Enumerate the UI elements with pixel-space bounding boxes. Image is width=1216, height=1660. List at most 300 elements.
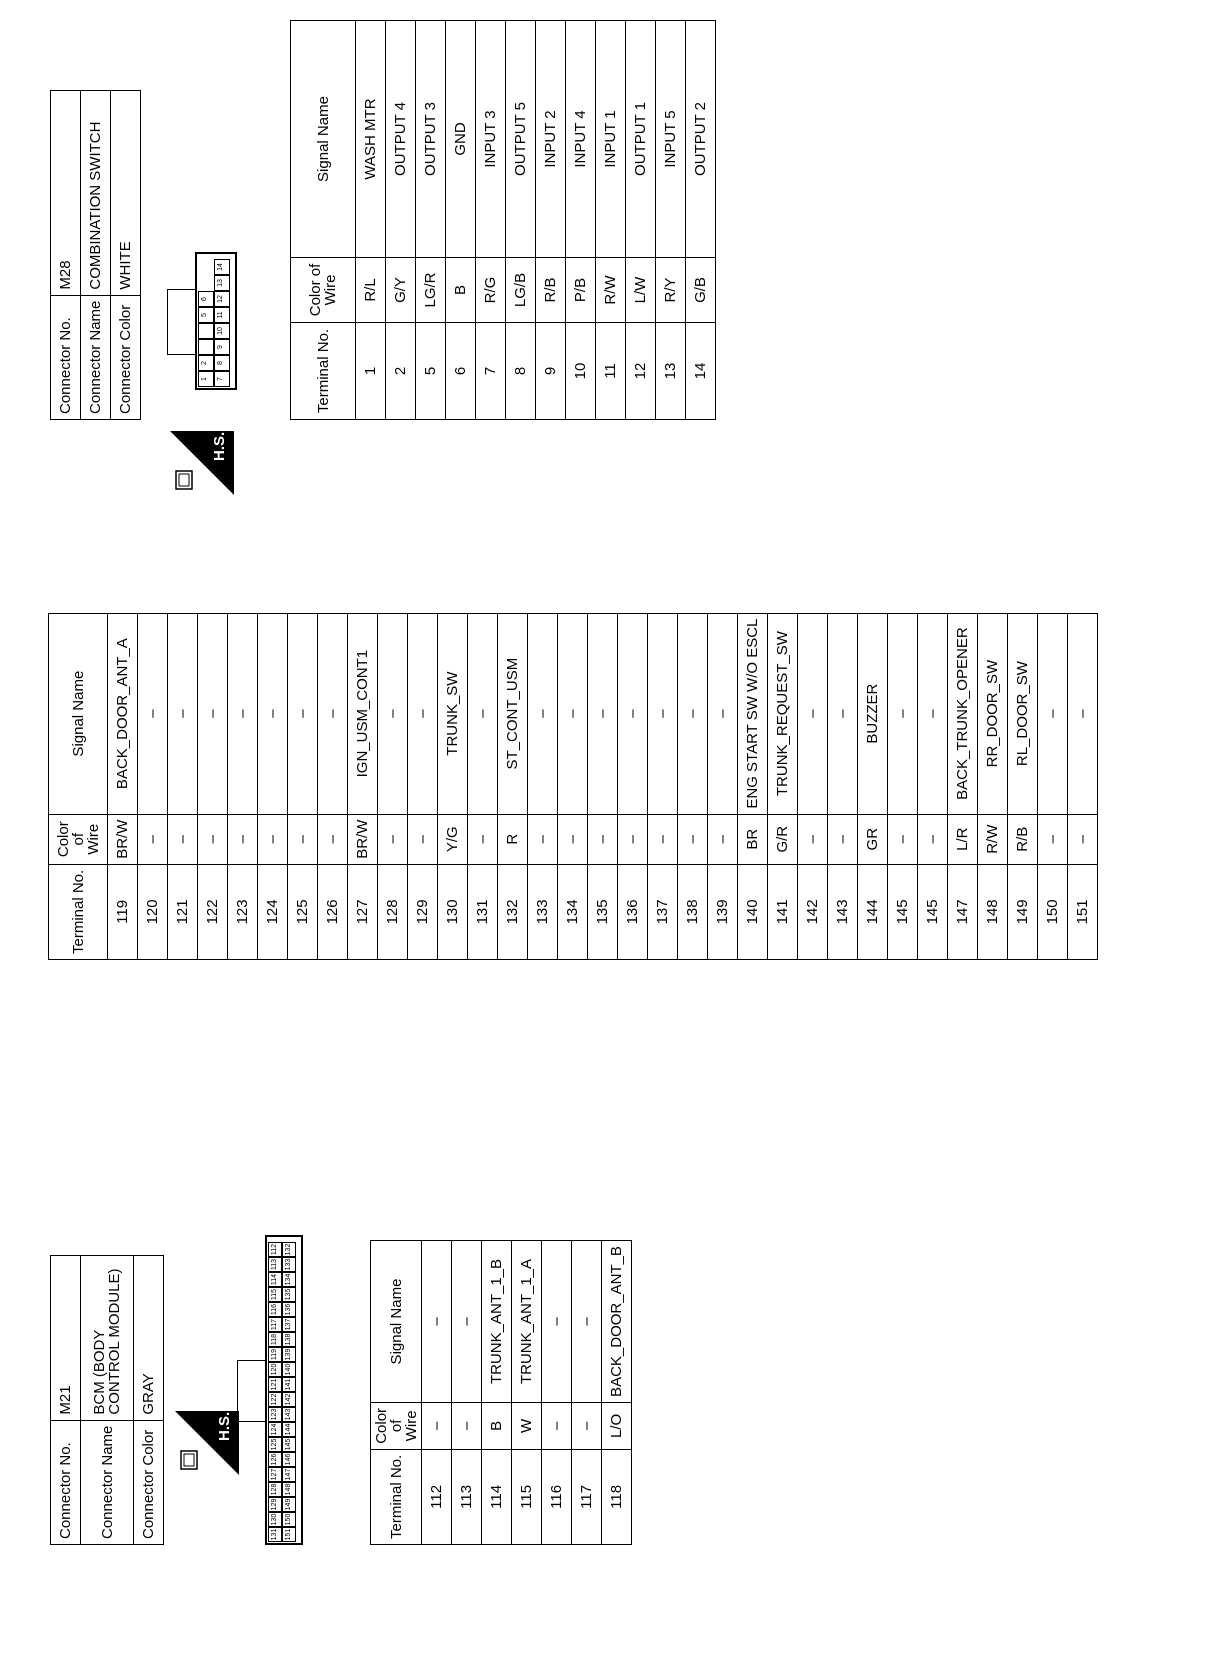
harness-side-icon [170,431,234,495]
table-row [446,21,476,420]
terminal-cell: 139 [708,864,738,959]
table-row [386,21,416,420]
signal-cell: – [422,1241,452,1403]
pin-cell: 124 [268,1422,282,1437]
header-value: WHITE [111,91,141,296]
table-row [566,21,596,420]
table-row [708,613,738,959]
wire-cell: – [798,814,828,864]
pin-cell: 150 [282,1512,296,1527]
terminal-cell: 137 [648,864,678,959]
wire-cell: – [168,814,198,864]
terminal-cell: 121 [168,864,198,959]
pin-cell: 112 [268,1242,282,1257]
wire-cell: LG/B [506,258,536,323]
table-row [768,613,798,959]
wire-cell: R/Y [656,258,686,323]
signal-cell: – [828,613,858,814]
table-row [888,613,918,959]
terminal-cell: 2 [386,323,416,420]
table-row [498,613,528,959]
wire-cell: – [468,814,498,864]
pin-cell: 135 [282,1287,296,1302]
terminal-cell: 140 [738,864,768,959]
terminal-cell: 136 [618,864,648,959]
wire-cell: – [528,814,558,864]
terminal-cell: 142 [798,864,828,959]
wire-cell: G/Y [386,258,416,323]
signal-cell: – [798,613,828,814]
terminal-cell: 9 [536,323,566,420]
table-row [558,613,588,959]
col-terminal: Terminal No. [49,864,108,959]
signal-cell: INPUT 4 [566,21,596,258]
wire-cell: – [422,1402,452,1449]
signal-cell: – [1038,613,1068,814]
terminal-cell: 151 [1068,864,1098,959]
table-row [378,613,408,959]
wire-cell: B [482,1402,512,1449]
wire-cell: – [572,1402,602,1449]
terminal-cell: 117 [572,1449,602,1544]
wire-cell: – [558,814,588,864]
header-key: Connector Name [81,295,111,419]
wire-cell: – [588,814,618,864]
pin-cell: 6 [198,291,214,307]
wire-cell: – [198,814,228,864]
table-row [168,613,198,959]
signal-cell: BUZZER [858,613,888,814]
header-key: Connector Name [81,1420,134,1544]
header-value: M21 [51,1256,81,1421]
table-row [258,613,288,959]
table-row [228,613,258,959]
table-row [438,613,468,959]
wire-cell: – [228,814,258,864]
pin-cell: 132 [282,1242,296,1257]
pin-table-header [291,21,356,420]
pin-cell: 147 [282,1467,296,1482]
wire-cell: BR/W [108,814,138,864]
signal-cell: – [408,613,438,814]
pin-cell: 11 [214,307,230,323]
terminal-cell: 7 [476,323,506,420]
signal-cell: – [318,613,348,814]
table-row [482,1241,512,1545]
header-value: GRAY [134,1256,164,1421]
m21-continued-pin-table [48,613,1098,960]
wire-cell: – [828,814,858,864]
wire-cell: – [648,814,678,864]
terminal-cell: 131 [468,864,498,959]
signal-cell: – [198,613,228,814]
pin-cell: 122 [268,1392,282,1407]
table-row [858,613,888,959]
pin-cell: 14 [214,259,230,275]
terminal-cell: 12 [626,323,656,420]
signal-cell: IGN_USM_CONT1 [348,613,378,814]
terminal-cell: 141 [768,864,798,959]
table-row [656,21,686,420]
col-wire: Color of Wire [291,258,356,323]
pin-cell: 13 [214,275,230,291]
header-value: BCM (BODY CONTROL MODULE) [81,1256,134,1421]
terminal-cell: 116 [542,1449,572,1544]
table-row [422,1241,452,1545]
table-row [596,21,626,420]
pin-cell: 140 [282,1362,296,1377]
pin-cell: 145 [282,1437,296,1452]
signal-cell: – [888,613,918,814]
wire-cell: G/B [686,258,716,323]
wire-cell: R/W [596,258,626,323]
terminal-cell: 114 [482,1449,512,1544]
signal-cell: RL_DOOR_SW [1008,613,1038,814]
signal-cell: GND [446,21,476,258]
pin-cell: 113 [268,1257,282,1272]
wire-cell: G/R [768,814,798,864]
terminal-cell: 120 [138,864,168,959]
terminal-cell: 126 [318,864,348,959]
table-row [138,613,168,959]
pin-cell: 119 [268,1347,282,1362]
signal-cell: – [648,613,678,814]
table-row [588,613,618,959]
table-row [1068,613,1098,959]
terminal-cell: 1 [356,323,386,420]
terminal-cell: 134 [558,864,588,959]
m28-header-row [111,91,141,420]
table-row [476,21,506,420]
terminal-cell: 147 [948,864,978,959]
pin-cell: 149 [282,1497,296,1512]
m28-header-table [50,90,141,420]
terminal-cell: 118 [602,1449,632,1544]
signal-cell: OUTPUT 1 [626,21,656,258]
terminal-cell: 123 [228,864,258,959]
pin-cell: 114 [268,1272,282,1287]
terminal-cell: 135 [588,864,618,959]
wire-cell: BR [738,814,768,864]
terminal-cell: 144 [858,864,888,959]
pin-cell: 129 [268,1497,282,1512]
pin-cell: 8 [214,355,230,371]
table-row [318,613,348,959]
signal-cell: WASH MTR [356,21,386,258]
terminal-cell: 10 [566,323,596,420]
table-row [536,21,566,420]
signal-cell: ENG START SW W/O ESCL [738,613,768,814]
wire-cell: – [258,814,288,864]
signal-cell: – [228,613,258,814]
wire-cell: BR/W [348,814,378,864]
signal-cell: – [168,613,198,814]
table-row [602,1241,632,1545]
wire-cell: L/O [602,1402,632,1449]
table-row [948,613,978,959]
signal-cell: – [678,613,708,814]
pin-cell: 128 [268,1482,282,1497]
pin-cell: 142 [282,1392,296,1407]
table-row [978,613,1008,959]
signal-cell: INPUT 3 [476,21,506,258]
table-row [348,613,378,959]
col-terminal: Terminal No. [371,1449,422,1544]
m28-pin-table [290,20,716,420]
wire-cell: Y/G [438,814,468,864]
col-wire: Color of Wire [371,1402,422,1449]
signal-cell: – [1068,613,1098,814]
signal-cell: – [572,1241,602,1403]
header-key: Connector No. [51,1420,81,1544]
terminal-cell: 128 [378,864,408,959]
table-row [198,613,228,959]
table-row [108,613,138,959]
signal-cell: – [452,1241,482,1403]
table-row [618,613,648,959]
pin-cell: 2 [198,355,214,371]
signal-cell: – [378,613,408,814]
m21-header-row [134,1256,164,1545]
col-signal: Signal Name [371,1241,422,1403]
pin-cell: 123 [268,1407,282,1422]
table-row [408,613,438,959]
table-row [1038,613,1068,959]
wire-cell: L/W [626,258,656,323]
terminal-cell: 138 [678,864,708,959]
signal-cell: OUTPUT 4 [386,21,416,258]
col-terminal: Terminal No. [291,323,356,420]
pin-cell: 7 [214,371,230,387]
terminal-cell: 124 [258,864,288,959]
wire-cell: – [1038,814,1068,864]
pin-cell: 5 [198,307,214,323]
terminal-cell: 122 [198,864,228,959]
wire-cell: – [618,814,648,864]
signal-cell: INPUT 2 [536,21,566,258]
col-signal: Signal Name [49,613,108,814]
signal-cell: – [138,613,168,814]
pin-cell: 1 [198,371,214,387]
signal-cell: TRUNK_REQUEST_SW [768,613,798,814]
connector-latch [237,1360,266,1422]
pin-table-header [371,1241,422,1545]
table-row [648,613,678,959]
pin-cell: 144 [282,1422,296,1437]
wire-cell: L/R [948,814,978,864]
pin-cell: 12 [214,291,230,307]
signal-cell: – [288,613,318,814]
pin-cell: 137 [282,1317,296,1332]
hs-label: H.S. [216,1411,233,1441]
terminal-cell: 145 [888,864,918,959]
terminal-cell: 133 [528,864,558,959]
signal-cell: INPUT 1 [596,21,626,258]
header-value: COMBINATION SWITCH [81,91,111,296]
connector-latch [167,289,196,355]
pin-cell: 9 [214,339,230,355]
header-value: M28 [51,91,81,296]
pin-cell: 121 [268,1377,282,1392]
wire-cell: W [512,1402,542,1449]
signal-cell: TRUNK_ANT_1_A [512,1241,542,1403]
pin-cell: 146 [282,1452,296,1467]
col-wire: Color of Wire [49,814,108,864]
wire-cell: R/G [476,258,506,323]
m21-header-row [51,1256,81,1545]
signal-cell: – [542,1241,572,1403]
m21-pin-table [370,1240,632,1545]
wire-cell: – [452,1402,482,1449]
col-signal: Signal Name [291,21,356,258]
terminal-cell: 6 [446,323,476,420]
signal-cell: – [708,613,738,814]
table-row [738,613,768,959]
pin-cell: 138 [282,1332,296,1347]
pin-cell: 126 [268,1452,282,1467]
terminal-cell: 14 [686,323,716,420]
wire-cell: – [708,814,738,864]
pin-cell: 120 [268,1362,282,1377]
table-row [572,1241,602,1545]
pin-cell: 115 [268,1287,282,1302]
wire-cell: R/W [978,814,1008,864]
wire-cell: – [408,814,438,864]
header-key: Connector Color [134,1420,164,1544]
table-row [452,1241,482,1545]
wire-cell: – [1068,814,1098,864]
table-row [626,21,656,420]
pin-cell: 148 [282,1482,296,1497]
terminal-cell: 132 [498,864,528,959]
wire-cell: B [446,258,476,323]
signal-cell: – [468,613,498,814]
pin-cell: 131 [268,1527,282,1542]
pin-cell: 141 [282,1377,296,1392]
m21-header-row [81,1256,134,1545]
terminal-cell: 143 [828,864,858,959]
signal-cell: – [618,613,648,814]
table-row [542,1241,572,1545]
harness-side-icon [175,1411,239,1475]
terminal-cell: 119 [108,864,138,959]
signal-cell: OUTPUT 5 [506,21,536,258]
signal-cell: OUTPUT 3 [416,21,446,258]
terminal-cell: 8 [506,323,536,420]
wire-cell: R [498,814,528,864]
terminal-cell: 113 [452,1449,482,1544]
pin-cell: 139 [282,1347,296,1362]
signal-cell: – [588,613,618,814]
wire-cell: – [378,814,408,864]
table-row [678,613,708,959]
table-row [918,613,948,959]
terminal-cell: 115 [512,1449,542,1544]
terminal-cell: 112 [422,1449,452,1544]
signal-cell: TRUNK_SW [438,613,468,814]
terminal-cell: 11 [596,323,626,420]
table-row [468,613,498,959]
wire-cell: – [542,1402,572,1449]
pin-cell [198,339,214,355]
wire-cell: GR [858,814,888,864]
terminal-cell: 130 [438,864,468,959]
table-row [1008,613,1038,959]
signal-cell: BACK_TRUNK_OPENER [948,613,978,814]
pin-cell: 130 [268,1512,282,1527]
wire-cell: – [678,814,708,864]
wire-cell: – [888,814,918,864]
wire-cell: – [318,814,348,864]
header-key: Connector No. [51,295,81,419]
signal-cell: BACK_DOOR_ANT_A [108,613,138,814]
table-row [416,21,446,420]
terminal-cell: 5 [416,323,446,420]
wire-cell: R/B [1008,814,1038,864]
wire-cell: R/L [356,258,386,323]
m21-header-table [50,1255,164,1545]
pin-cell: 118 [268,1332,282,1347]
pin-cell: 136 [282,1302,296,1317]
pin-cell: 151 [282,1527,296,1542]
wire-cell: P/B [566,258,596,323]
wire-cell: – [288,814,318,864]
table-row [798,613,828,959]
signal-cell: INPUT 5 [656,21,686,258]
terminal-cell: 150 [1038,864,1068,959]
header-key: Connector Color [111,295,141,419]
pin-cell: 134 [282,1272,296,1287]
signal-cell: BACK_DOOR_ANT_B [602,1241,632,1403]
m28-header-row [81,91,111,420]
signal-cell: OUTPUT 2 [686,21,716,258]
terminal-cell: 125 [288,864,318,959]
signal-cell: TRUNK_ANT_1_B [482,1241,512,1403]
pin-cell [198,323,214,339]
signal-cell: – [918,613,948,814]
wire-cell: – [138,814,168,864]
table-row [686,21,716,420]
hs-label: H.S. [211,431,228,461]
pin-cell: 127 [268,1467,282,1482]
signal-cell: – [258,613,288,814]
table-row [506,21,536,420]
table-row [356,21,386,420]
pin-cell: 10 [214,323,230,339]
pin-table-header [49,613,108,959]
wire-cell: – [918,814,948,864]
table-row [528,613,558,959]
terminal-cell: 145 [918,864,948,959]
signal-cell: ST_CONT_USM [498,613,528,814]
pin-cell: 116 [268,1302,282,1317]
table-row [512,1241,542,1545]
signal-cell: – [558,613,588,814]
wire-cell: R/B [536,258,566,323]
pin-cell: 133 [282,1257,296,1272]
m28-header-row [51,91,81,420]
pin-cell: 143 [282,1407,296,1422]
signal-cell: RR_DOOR_SW [978,613,1008,814]
terminal-cell: 149 [1008,864,1038,959]
pin-cell: 125 [268,1437,282,1452]
terminal-cell: 148 [978,864,1008,959]
table-row [288,613,318,959]
terminal-cell: 127 [348,864,378,959]
wire-cell: LG/R [416,258,446,323]
signal-cell: – [528,613,558,814]
pin-cell: 117 [268,1317,282,1332]
